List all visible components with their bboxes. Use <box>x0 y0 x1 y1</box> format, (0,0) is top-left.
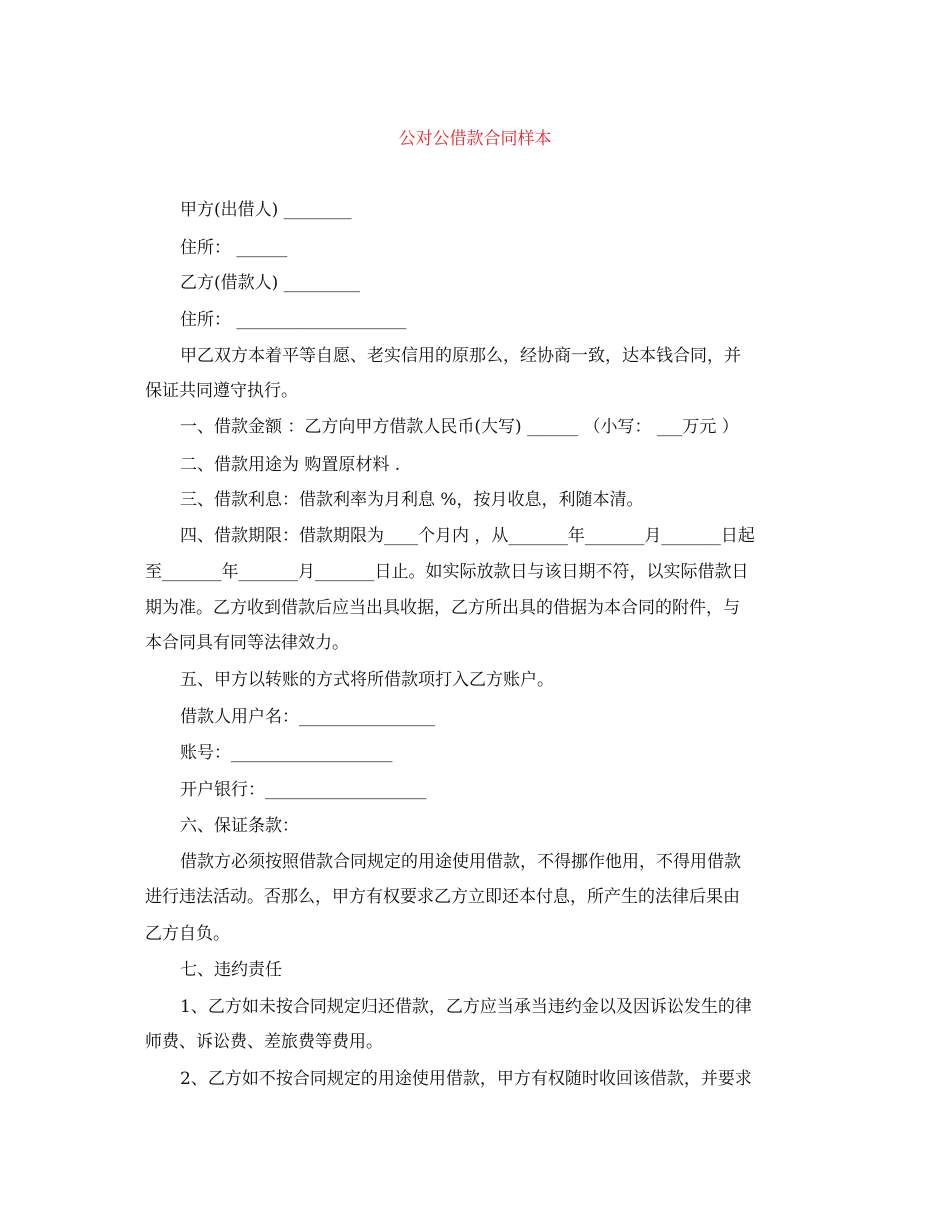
bank-line: 开户银行：___________________ <box>180 780 427 800</box>
clause-7-heading: 七、违约责任 <box>180 960 282 980</box>
clause-7-item-2-line-1: 2、乙方如不按合同规定的用途使用借款，甲方有权随时收回该借款，并要求 <box>180 1069 752 1089</box>
clause-4-term-line-4: 本合同具有同等法律效力。 <box>145 633 349 653</box>
borrower-line: 乙方(借款人) _________ <box>180 273 361 293</box>
clause-3-interest: 三、借款利息：借款利率为月利息 %，按月收息，利随本清。 <box>180 490 644 510</box>
document-title: 公对公借款合同样本 <box>398 129 552 149</box>
clause-1-amount: 一、借款金额 ：乙方向甲方借款人民币(大写) ______ （小写： ___万元 ） <box>180 417 739 437</box>
lender-address-line: 住所： ______ <box>180 238 288 258</box>
clause-6-line-1: 借款方必须按照借款合同规定的用途使用借款，不得挪作他用，不得用借款 <box>180 852 741 872</box>
clause-7-item-1-line-1: 1、乙方如未按合同规定归还借款，乙方应当承当违约金以及因诉讼发生的律 <box>180 997 752 1017</box>
clause-7-item-1-line-2: 师费、诉讼费、差旅费等费用。 <box>145 1032 383 1052</box>
lender-line: 甲方(出借人) ________ <box>180 200 352 220</box>
clause-6-heading: 六、保证条款： <box>180 816 299 836</box>
borrower-address-line: 住所： ____________________ <box>180 310 407 330</box>
account-name-line: 借款人用户名：________________ <box>180 707 435 727</box>
clause-4-term-line-1: 四、借款期限：借款期限为____个月内 ，从_______年_______月_______日起 <box>180 526 755 546</box>
account-number-line: 账号：___________________ <box>180 743 393 763</box>
clause-4-term-line-2: 至_______年_______月_______日止。如实际放款日与该日期不符，以实际借款日 <box>145 562 749 582</box>
clause-5-transfer: 五、甲方以转账的方式将所借款项打入乙方账户。 <box>180 670 554 690</box>
clause-4-term-line-3: 期为准。乙方收到借款后应当出具收据，乙方所出具的借据为本合同的附件，与 <box>145 598 740 618</box>
preamble-line-1: 甲乙双方本着平等自愿、老实信用的原那么，经协商一致，达本钱合同，并 <box>180 346 741 366</box>
clause-6-line-3: 乙方自负。 <box>145 924 230 944</box>
clause-2-purpose: 二、借款用途为 购置原材料 . <box>180 455 401 475</box>
preamble-line-2: 保证共同遵守执行。 <box>145 381 298 401</box>
clause-6-line-2: 进行违法活动。否那么，甲方有权要求乙方立即还本付息，所产生的法律后果由 <box>145 887 740 907</box>
